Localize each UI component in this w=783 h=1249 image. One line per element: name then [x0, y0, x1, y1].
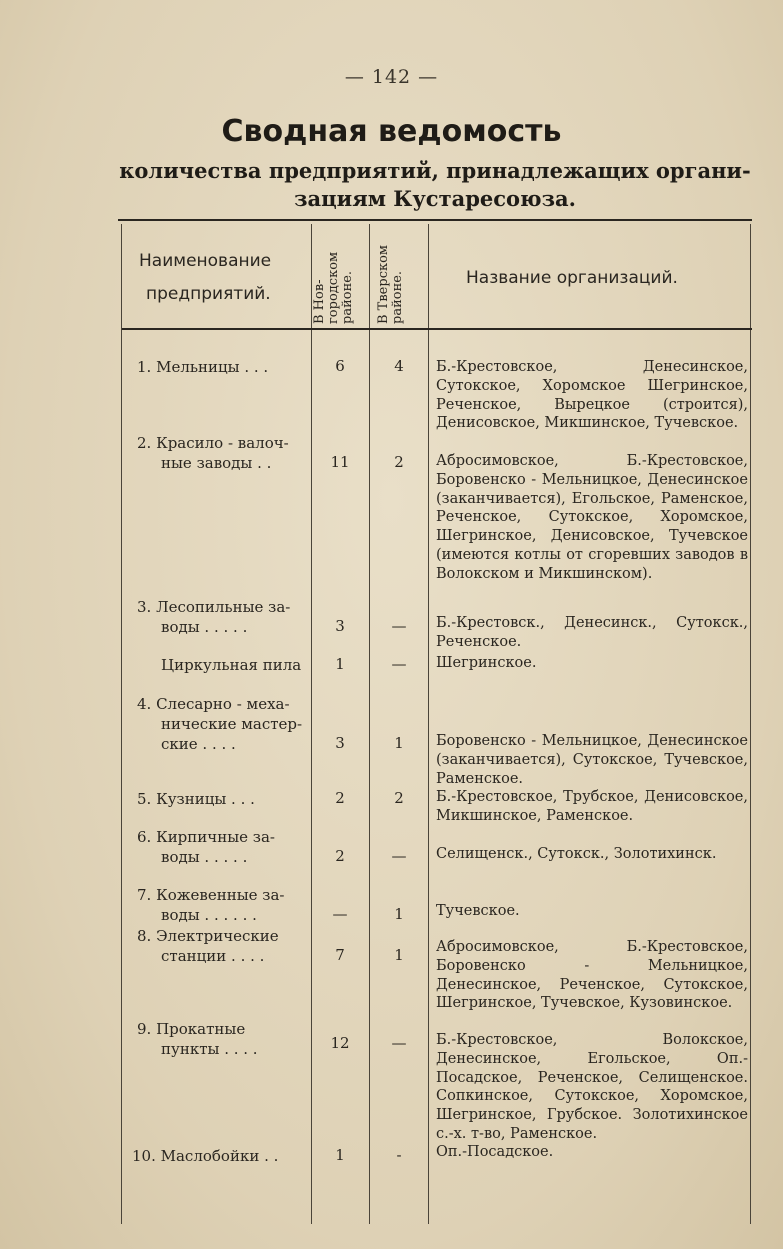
row-name: 2. Красило - валоч- — [137, 434, 289, 452]
row-orgs: Абросимовское, Б.-Крестовское, Боровенско - Мельницкое, Денесинское (заканчивается), Егольское, Раменское, Реченское, Сутокское, Хоромское, Шегринское, Денисовское, Тучевское (имеются котлы от сгоревших заводов в Волокском и Микшинском). — [436, 453, 748, 582]
page-subtitle — [100, 157, 770, 213]
row-name: 5. Кузницы . . . — [137, 790, 255, 808]
row-tver: 1 — [394, 905, 404, 923]
row-novgorod: 11 — [330, 453, 350, 471]
row-tver: 4 — [394, 357, 404, 375]
header-organizations: Название организаций. — [466, 268, 678, 288]
row-tver: — — [391, 655, 407, 673]
row-orgs: Боровенско - Мельницкое, Денесинское (заканчивается), Сутокское, Тучевское, Раменское. — [436, 733, 748, 787]
row-novgorod: 1 — [335, 655, 345, 673]
row-tver: 1 — [394, 946, 404, 964]
row-novgorod: 3 — [335, 734, 345, 752]
row-orgs: Абросимовское, Б.-Крестовское, Боровенско - Мельницкое, Денесинское, Реченское, Сутокское, Шегринское, Тучевское, Кузовинское. — [436, 939, 748, 1012]
row-novgorod: 2 — [335, 847, 345, 865]
row-name-cont: станции . . . . — [161, 947, 265, 965]
row-name: 3. Лесопильные за- — [137, 598, 291, 616]
row-novgorod: 3 — [335, 617, 345, 635]
row-orgs: Б.-Крестовское, Волокское, Денесинское, Егольское, Оп.-Посадское, Реченское, Селищенское. Сопкинское, Сутокское, Хоромское, Шегринское, Грубское. Золотихинское с.-х. т-во, Раменское. — [436, 1032, 748, 1142]
row-orgs: Оп.-Посадское. — [436, 1144, 554, 1160]
row-tver: 1 — [394, 734, 404, 752]
row-orgs: Б.-Крестовск., Денесинск., Сутокск., Реченское. — [436, 615, 748, 650]
row-name-cont: воды . . . . . — [161, 618, 248, 636]
column-divider-2 — [369, 224, 370, 1224]
header-name-line-2: предприятий. — [146, 284, 271, 304]
row-name: 6. Кирпичные за- — [137, 828, 275, 846]
row-novgorod: 6 — [335, 357, 345, 375]
header-name-line-1: Наименование — [139, 251, 272, 271]
header-tver: В Тверском районе. — [376, 244, 405, 324]
row-name-cont: воды . . . . . . — [161, 906, 257, 924]
row-name-cont: ские . . . . — [161, 735, 236, 753]
table-left-border — [121, 224, 122, 1224]
row-name: 1. Мельницы . . . — [137, 358, 269, 376]
row-novgorod: 1 — [335, 1146, 345, 1164]
row-tver: — — [391, 847, 407, 865]
row-novgorod: 2 — [335, 789, 345, 807]
row-orgs: Тучевское. — [436, 903, 520, 919]
header-novgorod: В Нов- городском районе. — [312, 251, 355, 324]
row-name: 4. Слесарно - меха- — [137, 695, 290, 713]
row-tver: — — [391, 1034, 407, 1052]
row-novgorod: 12 — [330, 1034, 350, 1052]
row-name-cont: воды . . . . . — [161, 848, 248, 866]
page-title: Сводная ведомость — [221, 114, 562, 149]
row-tver: - — [396, 1146, 402, 1164]
row-name: 10. Маслобойки . . — [132, 1147, 279, 1165]
row-name-cont: ные заводы . . — [161, 454, 272, 472]
row-tver: 2 — [394, 453, 404, 471]
row-novgorod: 7 — [335, 946, 345, 964]
row-name: 9. Прокатные — [137, 1020, 246, 1038]
header-separator — [122, 328, 752, 330]
row-name-cont: нические мастер- — [161, 715, 303, 733]
table-right-border — [750, 224, 751, 1224]
column-divider-1 — [311, 224, 312, 1224]
row-orgs: Шегринское. — [436, 655, 537, 671]
row-name: 8. Электрические — [137, 927, 279, 945]
row-orgs: Б.-Крестовское, Трубское, Денисовское, Микшинское, Раменское. — [436, 789, 748, 824]
row-tver: 2 — [394, 789, 404, 807]
row-novgorod: — — [332, 905, 348, 923]
row-orgs: Селищенск., Сутокск., Золотихинск. — [436, 846, 717, 862]
subtitle-line-1: количества предприятий, принадлежащих органи- — [119, 158, 751, 183]
row-name: 7. Кожевенные за- — [137, 886, 285, 904]
row-orgs: Б.-Крестовское, Денесинское, Сутокское, Хоромское Шегринское, Реченское, Вырецкое (строится), Денисовское, Микшинское, Тучевское. — [436, 359, 748, 432]
table-top-rule — [118, 219, 752, 221]
row-tver: — — [391, 617, 407, 635]
row-name: Циркульная пила — [161, 656, 302, 674]
column-divider-3 — [428, 224, 429, 1224]
page-number: — 142 — — [344, 66, 439, 88]
subtitle-line-2: зациям Кустаресоюза. — [294, 186, 576, 211]
row-name-cont: пункты . . . . — [161, 1040, 258, 1058]
